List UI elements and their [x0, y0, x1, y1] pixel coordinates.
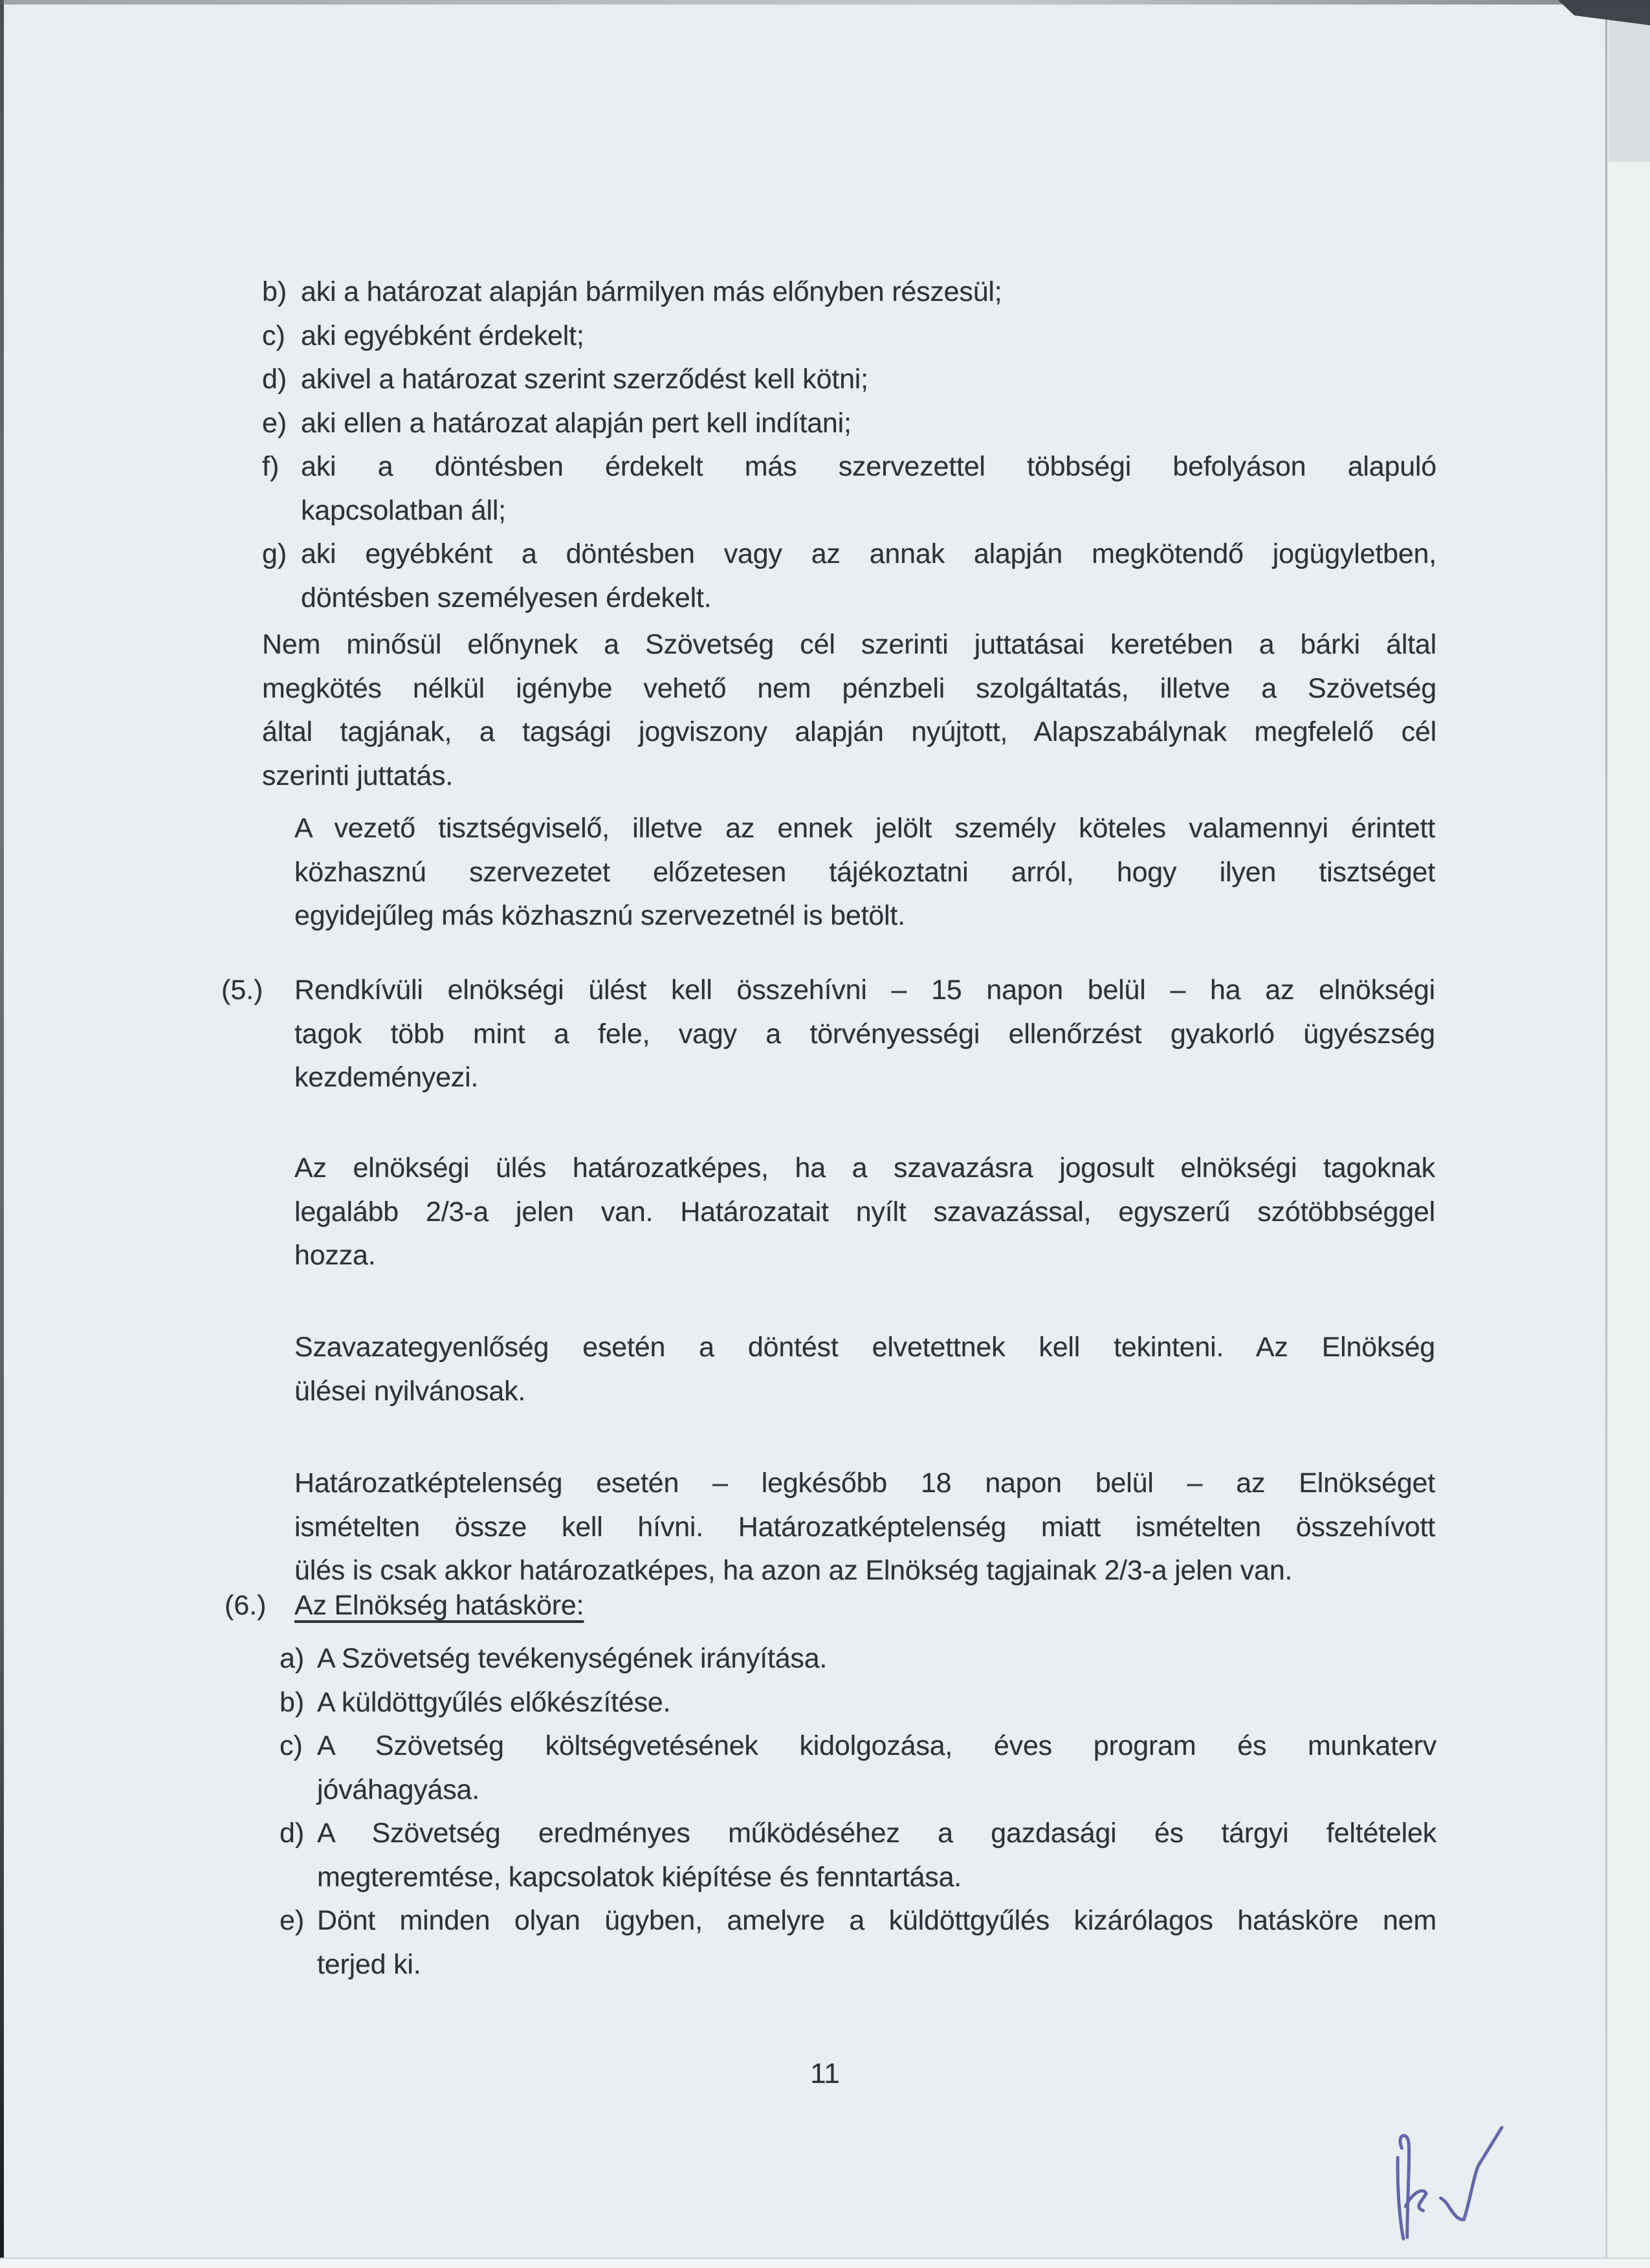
text-line: aki egyébként a döntésben vagy az annak alapján megkötendő jogügyletben, — [301, 538, 1436, 569]
section-6-heading-text: Az Elnökség hatásköre: — [294, 1590, 584, 1621]
text-line: A Szövetség tevékenységének irányítása. — [317, 1643, 828, 1674]
section-6 — [225, 1584, 1435, 1628]
text-line: megteremtése, kapcsolatok kiépítése és fenntartása. — [317, 1861, 962, 1893]
list-item — [280, 1637, 1436, 1681]
conflict-of-interest-list — [262, 270, 1436, 620]
text-line: szerinti juttatás. — [262, 760, 454, 791]
text-line: Az elnökségi ülés határozatképes, ha a szavazásra jogosult elnökségi tagoknak — [294, 1152, 1435, 1184]
list-marker: b) — [262, 276, 287, 307]
powers-list — [280, 1637, 1436, 1987]
text-line: Határozatképtelenség esetén – legkésőbb 18 napon belül – az Elnökséget — [294, 1468, 1435, 1499]
text-line: ülés is csak akkor határozatképes, ha azon az Elnökség tagjainak 2/3-a jelen van. — [294, 1555, 1293, 1586]
scan-left-edge — [0, 0, 4, 2268]
text-line: ismételten össze kell hívni. Határozatképtelenség miatt ismételten összehívott — [294, 1511, 1435, 1543]
paragraph-vezeto-tisztsegviselo — [294, 807, 1435, 938]
text-line: tagok több mint a fele, vagy a törvényességi ellenőrzést gyakorló ügyészség — [294, 1018, 1435, 1050]
list-marker: a) — [280, 1643, 305, 1674]
scan-top-edge — [0, 0, 1650, 5]
text-line: A Szövetség költségvetésének kidolgozása, éves program és munkaterv — [317, 1730, 1436, 1761]
text-line: terjed ki. — [317, 1948, 421, 1980]
paragraph-szavazategyenloseg — [294, 1326, 1435, 1413]
list-marker: g) — [262, 538, 287, 569]
text-line: aki a döntésben érdekelt más szervezettel többségi befolyáson alapuló — [301, 451, 1436, 482]
list-marker: f) — [262, 451, 280, 482]
text-line: aki egyébként érdekelt; — [301, 320, 584, 351]
paragraph-nem-minosul — [262, 623, 1436, 798]
list-item — [280, 1812, 1436, 1899]
text-line: megkötés nélkül igénybe vehető nem pénzbeli szolgáltatás, illetve a Szövetség — [262, 672, 1436, 704]
paragraph-hatarozatkeptelenseg — [294, 1462, 1435, 1593]
page-edge-crease — [1605, 18, 1607, 2268]
list-marker: c) — [262, 320, 285, 351]
text-line: aki ellen a határozat alapján pert kell indítani; — [301, 407, 852, 439]
list-marker: b) — [280, 1686, 305, 1718]
text-line: akivel a határozat szerint szerződést kell kötni; — [301, 364, 868, 395]
text-line: A vezető tisztségviselő, illetve az ennek jelölt személy köteles valamennyi érintett — [294, 813, 1435, 844]
list-item — [262, 445, 1436, 533]
page-number: 11 — [810, 2058, 840, 2089]
section-6-marker: (6.) — [225, 1590, 267, 1621]
text-line: döntésben személyesen érdekelt. — [301, 582, 712, 613]
section-5-text — [294, 969, 1435, 1100]
section-5 — [221, 969, 1435, 1100]
list-item — [280, 1681, 1436, 1725]
handwritten-signature — [1367, 2117, 1536, 2265]
text-line: közhasznú szervezetet előzetesen tájékoztatni arról, hogy ilyen tisztséget — [294, 856, 1435, 888]
page-edge-shade — [1609, 0, 1650, 2268]
text-line: A Szövetség eredményes működéséhez a gazdasági és tárgyi feltételek — [317, 1818, 1436, 1849]
text-line: ülései nyilvánosak. — [294, 1375, 526, 1407]
list-marker: c) — [280, 1730, 303, 1761]
text-line: jóváhagyása. — [317, 1774, 480, 1805]
list-item — [262, 358, 1436, 402]
text-line: aki a határozat alapján bármilyen más előnyben részesül; — [301, 276, 1002, 307]
text-line: egyidejűleg más közhasznú szervezetnél is betölt. — [294, 900, 905, 931]
text-line: kezdeményezi. — [294, 1062, 479, 1093]
section-6-heading — [294, 1584, 1435, 1628]
text-line: hozza. — [294, 1240, 376, 1271]
text-line: által tagjának, a tagsági jogviszony alapján nyújtott, Alapszabálynak megfelelő cél — [262, 716, 1436, 747]
text-line: Dönt minden olyan ügyben, amelyre a küldöttgyűlés kizárólagos hatásköre nem — [317, 1905, 1436, 1936]
text-line: kapcsolatban áll; — [301, 494, 506, 526]
list-item — [262, 402, 1436, 446]
list-marker: e) — [280, 1905, 305, 1936]
text-line: A küldöttgyűlés előkészítése. — [317, 1686, 671, 1718]
section-5-marker: (5.) — [221, 974, 263, 1006]
text-line: Szavazategyenlőség esetén a döntést elvetettnek kell tekinteni. Az Elnökség — [294, 1332, 1435, 1363]
text-line: Nem minősül előnynek a Szövetség cél szerinti juttatásai keretében a bárki által — [262, 629, 1436, 660]
list-marker: e) — [262, 407, 287, 439]
list-item — [262, 533, 1436, 620]
list-marker: d) — [262, 364, 287, 395]
list-item — [262, 314, 1436, 358]
list-marker: d) — [280, 1818, 305, 1849]
paragraph-elnoksegi-ules — [294, 1147, 1435, 1278]
list-item — [262, 270, 1436, 314]
list-item — [280, 1899, 1436, 1987]
list-item — [280, 1724, 1436, 1812]
text-line: Rendkívüli elnökségi ülést kell összehívni – 15 napon belül – ha az elnökségi — [294, 974, 1435, 1006]
text-line: legalább 2/3-a jelen van. Határozatait nyílt szavazással, egyszerű szótöbbséggel — [294, 1196, 1435, 1228]
